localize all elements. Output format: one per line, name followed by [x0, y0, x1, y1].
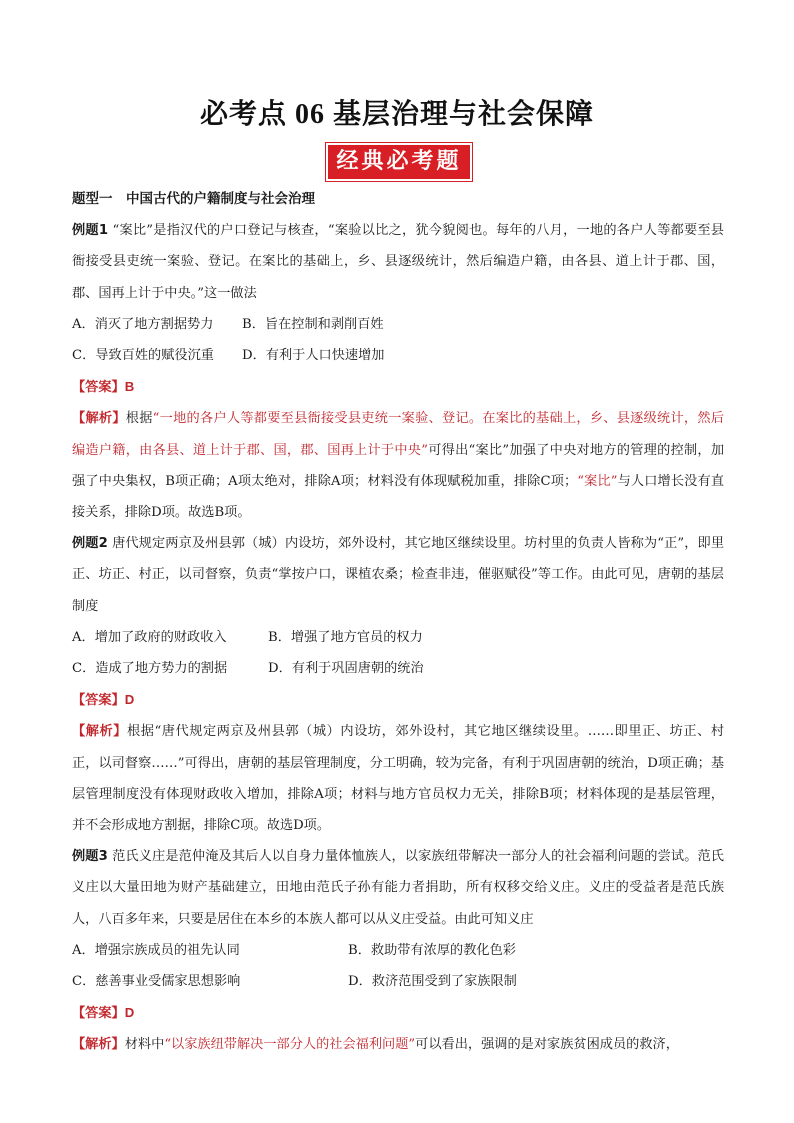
- section-heading: 题型一 中国古代的户籍制度与社会治理: [72, 191, 315, 207]
- example-2-analysis: 【解析】根据“唐代规定两京及州县郭（城）内设坊，郊外设村，其它地区继续设里。……即里正、坊正、村正，以司督察……”可得出，唐朝的基层管理制度，分工明确，较为完备，有利于巩固唐朝的统治，D项正确；基层管理制度没有体现财政收入增加，排除A项；材料与地方官员权力无关，排除B项；材料体现的是基层管理，并不会形成地方割据，排除C项。故选D项。: [72, 724, 725, 834]
- example-3-options-row-1: [72, 935, 724, 966]
- title-number: 06: [295, 99, 325, 130]
- example-2-options-row-1: [72, 622, 724, 653]
- example-3-answer: 【答案】D: [72, 1005, 135, 1022]
- example-1-answer: 【答案】B: [72, 379, 135, 396]
- example-label: 例题2: [72, 536, 108, 552]
- example-1-options-row-1: [72, 309, 724, 340]
- option-d[interactable]: D．救济范围受到了家族限制: [348, 974, 517, 990]
- option-a[interactable]: A．增加了政府的财政收入: [72, 629, 227, 645]
- answer-value: D: [124, 692, 135, 708]
- title-suffix: 基层治理与社会保障: [333, 97, 595, 130]
- page-title: [0, 92, 794, 132]
- example-label: 例题1: [72, 223, 109, 239]
- option-c[interactable]: C．造成了地方势力的割据: [72, 661, 228, 677]
- example-3-stem: 例题3 范氏义庄是范仲淹及其后人以自身力量体恤族人，以家族纽带解决一部分人的社会福利问题的尝试。范氏义庄以大量田地为财产基础建立，田地由范氏子孙有能力者捐助，所有权移交给义庄。义庄的受益者是范氏族人，八百多年来，只要是居住在本乡的本族人都可以从义庄受益。由此可知义庄: [72, 849, 725, 927]
- answer-value: B: [124, 379, 135, 395]
- example-3-analysis: 【解析】材料中“以家族纽带解决一部分人的社会福利问题”可以看出，强调的是对家族贫困成员的救济，: [72, 1037, 679, 1053]
- option-c[interactable]: C．导致百姓的赋役沉重: [72, 348, 214, 364]
- option-d[interactable]: D．有利于人口快速增加: [242, 348, 385, 364]
- option-b[interactable]: B．救助带有浓厚的教化色彩: [348, 942, 516, 958]
- answer-value: D: [124, 1005, 135, 1021]
- option-c[interactable]: C．慈善事业受儒家思想影响: [72, 974, 241, 990]
- option-a[interactable]: A．消灭了地方割据势力: [72, 316, 214, 332]
- example-2-options-row-2: [72, 653, 724, 684]
- option-d[interactable]: D．有利于巩固唐朝的统治: [268, 661, 424, 677]
- example-1-analysis: 【解析】根据“一地的各户人等都要至县衙接受县吏统一案验、登记。在案比的基础上，乡、县逐级统计，然后编造户籍，由各县、道上计于郡、国，郡、国再上计于中央”可得出“案比”加强了中央对地方的管理的控制，加强了中央集权，B项正确；A项太绝对，排除A项；材料没有体现赋税加重，排除C项；“案比”与人口增长没有直接关系，排除D项。故选B项。: [72, 411, 725, 521]
- option-b[interactable]: B．旨在控制和剥削百姓: [242, 316, 384, 332]
- example-label: 例题3: [72, 849, 108, 865]
- example-2-answer: 【答案】D: [72, 692, 135, 709]
- example-1-stem: 例题1 “案比”是指汉代的户口登记与核查，“案验以比之，犹今貌阅也。每年的八月，一地的各户人等都要至县衙接受县吏统一案验、登记。在案比的基础上，乡、县逐级统计，然后编造户籍，由各县、道上计于郡、国，郡、国再上计于中央。”这一做法: [72, 223, 725, 301]
- option-a[interactable]: A．增强宗族成员的祖先认同: [72, 942, 240, 958]
- option-b[interactable]: B．增强了地方官员的权力: [268, 629, 423, 645]
- example-2-stem: 例题2 唐代规定两京及州县郭（城）内设坊，郊外设村，其它地区继续设里。坊村里的负责人皆称为“正”，即里正、坊正、村正，以司督察，负责“掌按户口，课植农桑；检查非违，催驱赋役”等工作。由此可见，唐朝的基层制度: [72, 536, 725, 614]
- content-body: [72, 184, 724, 1061]
- title-prefix: 必考点: [199, 97, 287, 130]
- classic-questions-badge: 经典必考题: [326, 143, 472, 181]
- example-1-options-row-2: [72, 340, 724, 371]
- example-3-options-row-2: [72, 966, 724, 997]
